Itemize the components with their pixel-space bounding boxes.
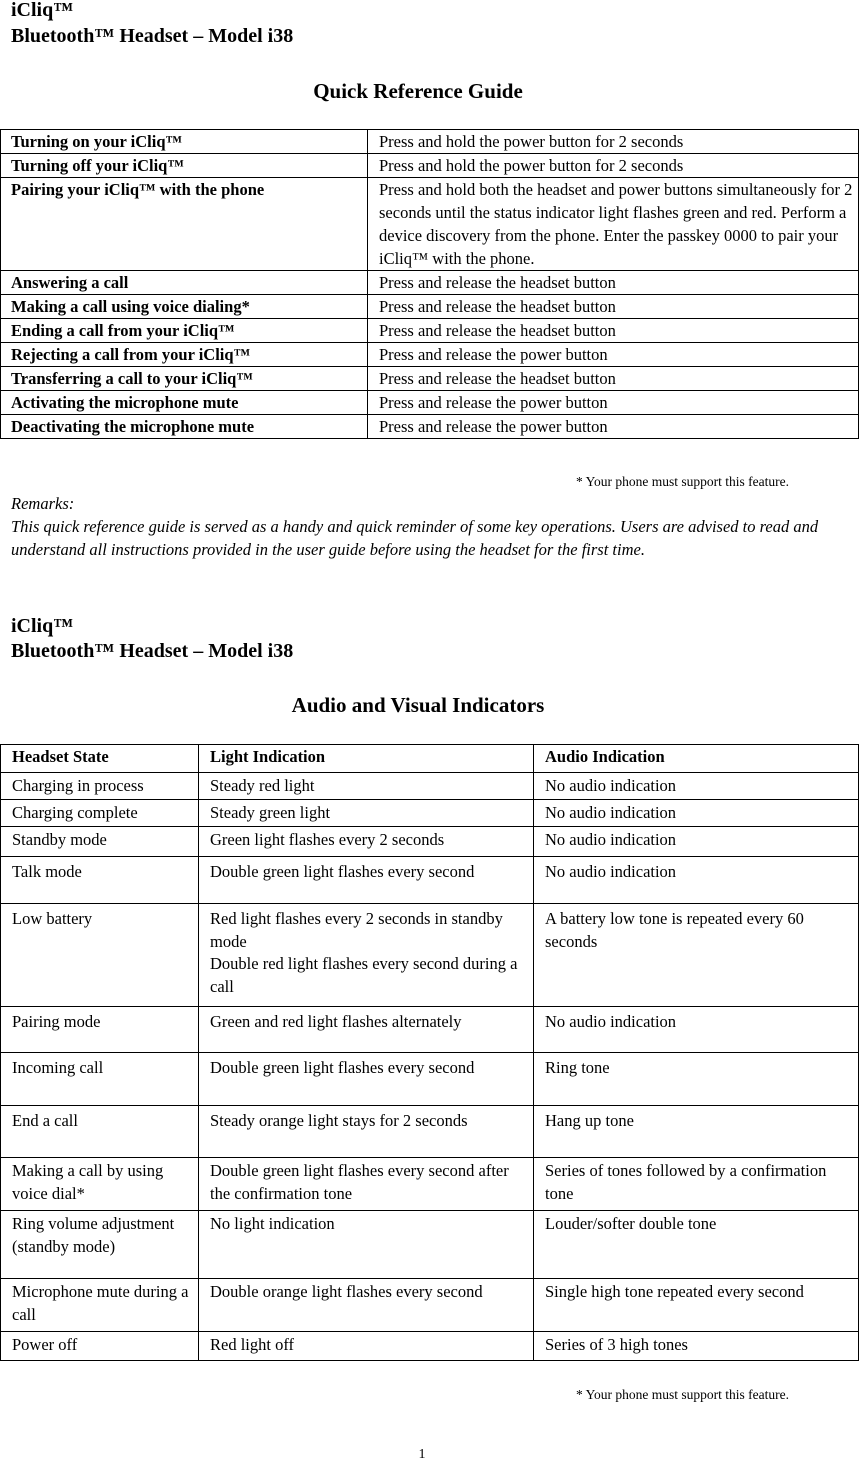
state-cell: Ring volume adjustment (standby mode)	[1, 1211, 199, 1279]
instruction-cell: Press and hold both the headset and power buttons simultaneously for 2 seconds until the status indicator light flashes green and red. Perform a device discovery from the phone. Enter the passkey 0000 to pair your iCliq™ with the phone.	[368, 178, 859, 271]
instruction-cell: Press and release the headset button	[368, 271, 859, 295]
state-cell: Making a call by using voice dial*	[1, 1158, 199, 1211]
model-heading: Bluetooth™ Headset – Model i38	[11, 25, 294, 47]
audio-cell: Louder/softer double tone	[534, 1211, 859, 1279]
audio-cell: No audio indication	[534, 827, 859, 857]
action-cell: Turning off your iCliq™	[1, 154, 368, 178]
table-row	[1, 827, 859, 857]
instruction-cell: Press and release the headset button	[368, 295, 859, 319]
instruction-cell: Press and hold the power button for 2 seconds	[368, 130, 859, 154]
instruction-cell: Press and hold the power button for 2 seconds	[368, 154, 859, 178]
table-row	[1, 1007, 859, 1053]
remarks-label: Remarks:	[11, 494, 75, 513]
audio-cell: No audio indication	[534, 1007, 859, 1053]
state-cell: Low battery	[1, 904, 199, 1007]
table-header-row	[1, 745, 859, 773]
table-row	[1, 343, 859, 367]
instruction-cell: Press and release the power button	[368, 343, 859, 367]
table-row	[1, 130, 859, 154]
state-cell: Pairing mode	[1, 1007, 199, 1053]
audio-cell: No audio indication	[534, 773, 859, 800]
light-cell: Green light flashes every 2 seconds	[199, 827, 534, 857]
remarks	[11, 492, 841, 561]
table-row	[1, 415, 859, 439]
column-header-light: Light Indication	[199, 745, 534, 773]
light-cell: Steady orange light stays for 2 seconds	[199, 1106, 534, 1158]
indicators-table	[0, 744, 859, 1361]
action-cell: Ending a call from your iCliq™	[1, 319, 368, 343]
audio-cell: No audio indication	[534, 800, 859, 827]
state-cell: Charging in process	[1, 773, 199, 800]
footnote: * Your phone must support this feature.	[576, 1387, 789, 1402]
state-cell: Microphone mute during a call	[1, 1279, 199, 1332]
light-cell: Double orange light flashes every second	[199, 1279, 534, 1332]
quick-reference-table	[0, 129, 859, 439]
instruction-cell: Press and release the power button	[368, 391, 859, 415]
state-cell: Power off	[1, 1332, 199, 1361]
brand-name: iCliq™	[11, 0, 74, 21]
action-cell: Pairing your iCliq™ with the phone	[1, 178, 368, 271]
indicators-title: Audio and Visual Indicators	[291, 693, 545, 717]
audio-cell: Series of tones followed by a confirmation tone	[534, 1158, 859, 1211]
light-cell: Red light flashes every 2 seconds in standby mode Double red light flashes every second during a call	[199, 904, 534, 1007]
table-row	[1, 800, 859, 827]
action-cell: Activating the microphone mute	[1, 391, 368, 415]
instruction-cell: Press and release the power button	[368, 415, 859, 439]
audio-cell: Hang up tone	[534, 1106, 859, 1158]
audio-cell: Single high tone repeated every second	[534, 1279, 859, 1332]
table-row	[1, 319, 859, 343]
footnote: * Your phone must support this feature.	[576, 474, 789, 489]
table-row	[1, 391, 859, 415]
light-cell: Green and red light flashes alternately	[199, 1007, 534, 1053]
audio-cell: No audio indication	[534, 857, 859, 904]
audio-cell: A battery low tone is repeated every 60 seconds	[534, 904, 859, 1007]
remarks-text: This quick reference guide is served as a handy and quick reminder of some key operations. Users are advised to read and understand all instructions provided in the user guide before using the headset for the first time.	[11, 517, 819, 559]
audio-cell: Ring tone	[534, 1053, 859, 1106]
action-cell: Deactivating the microphone mute	[1, 415, 368, 439]
light-cell: Steady red light	[199, 773, 534, 800]
light-cell: Double green light flashes every second	[199, 857, 534, 904]
action-cell: Transferring a call to your iCliq™	[1, 367, 368, 391]
table-row	[1, 1106, 859, 1158]
state-cell: Standby mode	[1, 827, 199, 857]
brand-name: iCliq™	[11, 615, 74, 637]
light-cell: Double green light flashes every second	[199, 1053, 534, 1106]
light-cell: Double green light flashes every second after the confirmation tone	[199, 1158, 534, 1211]
table-row	[1, 295, 859, 319]
light-cell: Red light off	[199, 1332, 534, 1361]
state-cell: Talk mode	[1, 857, 199, 904]
table-row	[1, 367, 859, 391]
column-header-state: Headset State	[1, 745, 199, 773]
column-header-audio: Audio Indication	[534, 745, 859, 773]
table-row	[1, 1279, 859, 1332]
action-cell: Answering a call	[1, 271, 368, 295]
table-row	[1, 154, 859, 178]
instruction-cell: Press and release the headset button	[368, 319, 859, 343]
action-cell: Rejecting a call from your iCliq™	[1, 343, 368, 367]
model-heading: Bluetooth™ Headset – Model i38	[11, 640, 294, 662]
table-row	[1, 773, 859, 800]
table-row	[1, 1053, 859, 1106]
audio-cell: Series of 3 high tones	[534, 1332, 859, 1361]
state-cell: Charging complete	[1, 800, 199, 827]
action-cell: Making a call using voice dialing*	[1, 295, 368, 319]
light-cell: Steady green light	[199, 800, 534, 827]
table-row	[1, 1332, 859, 1361]
state-cell: End a call	[1, 1106, 199, 1158]
table-row	[1, 1211, 859, 1279]
page-number: 1	[418, 1447, 426, 1462]
action-cell: Turning on your iCliq™	[1, 130, 368, 154]
instruction-cell: Press and release the headset button	[368, 367, 859, 391]
table-row	[1, 178, 859, 271]
table-row	[1, 1158, 859, 1211]
table-row	[1, 857, 859, 904]
quick-reference-title: Quick Reference Guide	[313, 79, 523, 103]
table-row	[1, 904, 859, 1007]
state-cell: Incoming call	[1, 1053, 199, 1106]
table-row	[1, 271, 859, 295]
light-cell: No light indication	[199, 1211, 534, 1279]
